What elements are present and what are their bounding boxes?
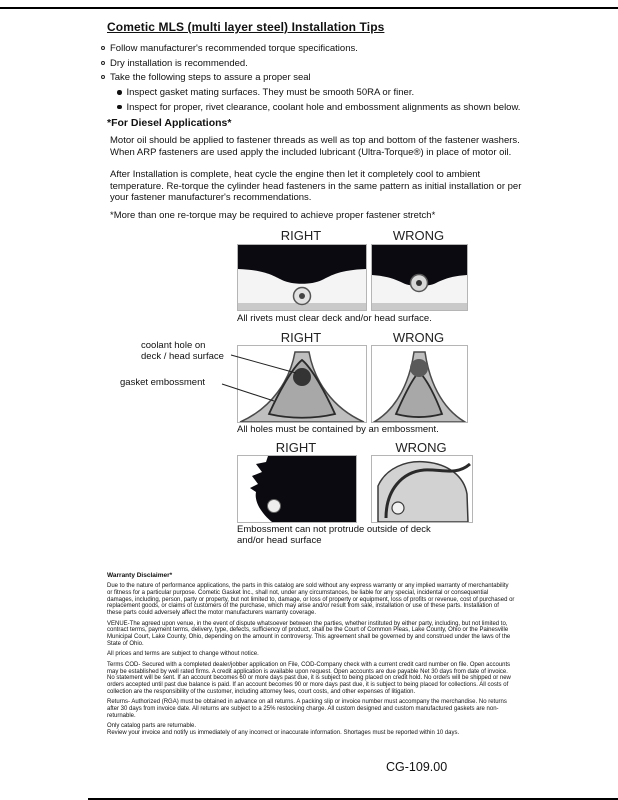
- bullet-text: Take the following steps to assure a proper seal: [110, 72, 311, 84]
- rivet-right-diagram: [237, 244, 367, 311]
- open-circle-bullet-icon: [101, 75, 105, 79]
- coolant-hole-right-diagram: [237, 345, 367, 423]
- open-circle-bullet-icon: [101, 46, 105, 50]
- rivet-wrong-diagram: [371, 244, 468, 311]
- coolant-hole-callout: [141, 341, 237, 362]
- bullet-text: Follow manufacturer's recommended torque specifications.: [110, 43, 358, 54]
- coolant-hole-icon: [293, 368, 311, 386]
- gasket-embossment-callout: gasket embossment: [120, 377, 206, 388]
- sub-bullet-text: Inspect for proper, rivet clearance, coolant hole and embossment alignments as shown below.: [126, 101, 521, 113]
- rivet-right-illustration: [238, 245, 366, 310]
- rivet-center-icon: [299, 293, 305, 299]
- filled-circle-bullet-icon: [117, 90, 122, 95]
- holes-caption: All holes must be contained by an embossment.: [237, 424, 439, 435]
- sub-bullet-item: [117, 102, 561, 113]
- open-circle-bullet-icon: [101, 61, 105, 65]
- filled-circle-bullet-icon: [117, 105, 122, 110]
- bolt-hole-icon: [268, 500, 281, 513]
- coolant-hole-wrong-diagram: [371, 345, 468, 423]
- retorque-note: *More than one re-torque may be required to achieve proper fastener stretch*: [110, 210, 436, 221]
- sub-bullet-text: Inspect gasket mating surfaces. They must be smooth 50RA or finer.: [126, 87, 415, 99]
- wrong-label-holes: WRONG: [392, 330, 445, 345]
- embossment-wrong-illustration: [372, 456, 472, 522]
- warranty-section: [107, 572, 515, 741]
- coolant-hole-icon: [410, 359, 428, 377]
- right-label-holes: RIGHT: [280, 330, 322, 345]
- warranty-heading: Warranty Disclaimer*: [107, 572, 173, 579]
- coolant-hole-callout-line2: deck / head surface: [141, 350, 224, 362]
- warranty-paragraph: Returns- Authorized (RGA) must be obtained in advance on all returns. A packing slip or invoice number must accompany the merchandise. No returns after 30 days from invoice date. All returns are subject to a 25% restocking charge. All custom designed and custom manufactured gaskets are non-returnable.: [107, 699, 507, 720]
- right-label-embossment: RIGHT: [275, 440, 317, 455]
- embossment-right-illustration: [238, 456, 356, 522]
- sub-bullet-item: [117, 87, 561, 98]
- coolant-hole-wrong-illustration: [372, 346, 467, 422]
- wrong-label-rivets: WRONG: [392, 228, 445, 243]
- right-label-rivets: RIGHT: [280, 228, 322, 243]
- warranty-paragraph: Due to the nature of performance applications, the parts in this catalog are sold without any express warranty or any implied warranty of merchantability or fitness for a particular purpose. Cometic Gasket Inc., shall not, under any circumstances, be liable for any special, incidental or consequential damages, including, person, party or property, but not limited to, damage, or loss of property or equipment, loss of profits or revenue, cost of purchased or replacement goods, or claims of customers of the purchase, which may arise and/or result from sale, installation or use of these parts. Installation of these parts could adversely affect the motor manufacturers warranty coverage.: [107, 583, 515, 617]
- warranty-paragraph: Review your invoice and notify us immediately of any incorrect or inaccurate information. Shortages must be reported within 10 days.: [107, 730, 460, 737]
- bullet-item: [101, 72, 561, 83]
- bullet-item: [101, 58, 561, 69]
- warranty-paragraph: Only catalog parts are returnable.: [107, 723, 197, 730]
- diesel-paragraph-1: Motor oil should be applied to fastener threads as well as top and bottom of the fastener washers. When ARP fasteners are used apply the included lubricant (Ultra-Torque®) in place of motor oil.: [110, 135, 520, 158]
- document-code: CG-109.00: [386, 760, 448, 774]
- diesel-applications-heading: *For Diesel Applications*: [107, 117, 232, 129]
- coolant-hole-callout-line1: coolant hole on: [141, 340, 206, 351]
- warranty-paragraph: VENUE-The agreed upon venue, in the event of dispute whatsoever between the parties, whether instituted by either party, including, but not limited to, contract terms, payment terms, delivery, type, defects, sufficiency of product, shall be the Court of Common Pleas, Lake County, Ohio or the Painesville Municipal Court, Lake County, Ohio, depending on the amount in controversy. This agreement shall be governed by and construed under the laws of the State of Ohio.: [107, 620, 511, 648]
- rivet-wrong-illustration: [372, 245, 467, 310]
- rivet-center-icon: [416, 280, 422, 286]
- embossment-wrong-diagram: [371, 455, 473, 523]
- coolant-hole-right-illustration: [238, 346, 366, 422]
- wrong-label-embossment: WRONG: [395, 440, 447, 455]
- installation-tips-list: [101, 43, 561, 117]
- rivets-caption: All rivets must clear deck and/or head surface.: [237, 313, 432, 324]
- page-title: Cometic MLS (multi layer steel) Installation Tips: [107, 20, 385, 34]
- bullet-item: [101, 43, 561, 54]
- bolt-hole-icon: [392, 502, 404, 514]
- warranty-paragraph: Terms COD- Secured with a completed dealer/jobber application on File, COD-Company check with a current credit card number on file. Open accounts may be established by well rated firms. A credit application is available upon request. Open accounts are due payable Net 30 days from date of invoice. No statement will be sent. If an account becomes 60 or more days past due, it is subject to being placed on credit hold. No orders will be shipped or new orders accepted until past due balance is paid. If an account becomes 90 or more days past due, it is subject to being placed for collections. All costs of collection are the responsibility of the customer, including attorney fees, court costs, and other expenses of litigation.: [107, 661, 511, 696]
- embossment-caption: Embossment can not protrude outside of deck and/or head surface: [237, 524, 431, 547]
- diesel-paragraph-2: After Installation is complete, heat cycle the engine then let it completely cool to ambient temperature. Re-torque the cylinder head fasteners in the same pattern as initial installation or per your fastener manufacturer's recommendations.: [110, 169, 522, 204]
- deck-edge-shape: [250, 456, 356, 522]
- top-rule: [0, 7, 618, 9]
- warranty-paragraph: All prices and terms are subject to change without notice.: [107, 651, 259, 658]
- bullet-text: Dry installation is recommended.: [110, 57, 248, 69]
- embossment-right-diagram: [237, 455, 357, 523]
